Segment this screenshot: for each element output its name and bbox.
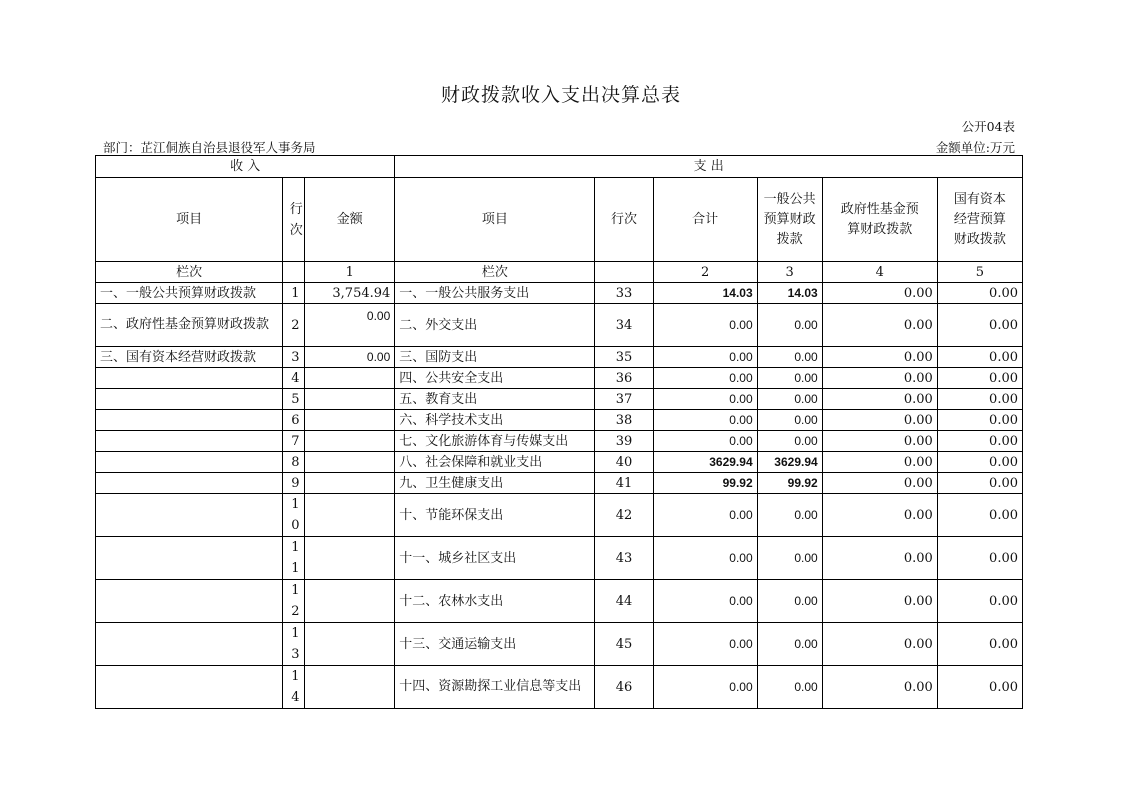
- index-empty-2: [595, 262, 653, 283]
- gov-fund-value: 0.00: [822, 410, 937, 431]
- gov-fund-value: 0.00: [822, 431, 937, 452]
- expense-line: 40: [595, 452, 653, 473]
- expense-item: 十二、农林水支出: [395, 580, 595, 623]
- income-item: [96, 452, 283, 473]
- income-line: 3: [283, 347, 305, 368]
- general-value: 0.00: [757, 580, 822, 623]
- gov-fund-value: 0.00: [822, 304, 937, 347]
- table-row: [96, 368, 1023, 389]
- general-value: 0.00: [757, 368, 822, 389]
- capital-value: 0.00: [937, 283, 1022, 304]
- general-value: 0.00: [757, 389, 822, 410]
- expense-item: 七、文化旅游体育与传媒支出: [395, 431, 595, 452]
- income-amount-header: 金额: [305, 178, 395, 262]
- general-value: 0.00: [757, 537, 822, 580]
- income-line: 7: [283, 431, 305, 452]
- expense-item: 四、公共安全支出: [395, 368, 595, 389]
- income-amount: [305, 452, 395, 473]
- expense-item: 六、科学技术支出: [395, 410, 595, 431]
- total-value: 0.00: [653, 431, 757, 452]
- expense-line: 34: [595, 304, 653, 347]
- gov-fund-value: 0.00: [822, 666, 937, 709]
- table-row: [96, 580, 1023, 623]
- table-row: [96, 494, 1023, 537]
- total-value: 0.00: [653, 537, 757, 580]
- general-value: 14.03: [757, 283, 822, 304]
- table-row: [96, 537, 1023, 580]
- expense-line: 44: [595, 580, 653, 623]
- income-amount: 3,754.94: [305, 283, 395, 304]
- total-value: 0.00: [653, 389, 757, 410]
- gov-fund-value: 0.00: [822, 368, 937, 389]
- total-value: 14.03: [653, 283, 757, 304]
- capital-value: 0.00: [937, 473, 1022, 494]
- gov-fund-value: 0.00: [822, 283, 937, 304]
- gov-fund-value: 0.00: [822, 389, 937, 410]
- general-value: 0.00: [757, 623, 822, 666]
- unit-label: 金额单位:万元: [935, 140, 1015, 155]
- income-line: 2: [283, 304, 305, 347]
- income-line: 4: [283, 368, 305, 389]
- table-row: [96, 473, 1023, 494]
- income-amount: [305, 494, 395, 537]
- index-label-2: 栏次: [395, 262, 595, 283]
- gov-fund-value: 0.00: [822, 623, 937, 666]
- gov-fund-value: 0.00: [822, 473, 937, 494]
- income-amount: [305, 666, 395, 709]
- capital-value: 0.00: [937, 666, 1022, 709]
- capital-value: 0.00: [937, 452, 1022, 473]
- total-value: 0.00: [653, 494, 757, 537]
- table-row: [96, 431, 1023, 452]
- general-value: 0.00: [757, 410, 822, 431]
- income-group-header: 收 入: [96, 156, 395, 178]
- income-amount: [305, 537, 395, 580]
- income-amount: 0.00: [305, 347, 395, 368]
- total-header: 合计: [653, 178, 757, 262]
- capital-value: 0.00: [937, 580, 1022, 623]
- gov-fund-header-text: 政府性基金预算财政拨款: [840, 201, 919, 237]
- income-item: [96, 389, 283, 410]
- index-c5: 5: [937, 262, 1022, 283]
- expense-item: 十四、资源勘探工业信息等支出: [395, 666, 595, 709]
- state-capital-header: [937, 178, 1022, 262]
- column-index-row: [96, 262, 1023, 283]
- table-row: [96, 347, 1023, 368]
- gov-fund-value: 0.00: [822, 347, 937, 368]
- income-line-text: 12: [291, 583, 300, 619]
- expense-line: 35: [595, 347, 653, 368]
- table-row: [96, 283, 1023, 304]
- income-item: [96, 410, 283, 431]
- expense-item: 三、国防支出: [395, 347, 595, 368]
- total-value: 0.00: [653, 368, 757, 389]
- total-value: 0.00: [653, 347, 757, 368]
- income-item: [96, 537, 283, 580]
- income-line: 1: [283, 283, 305, 304]
- expense-item: 十、节能环保支出: [395, 494, 595, 537]
- income-line-text: 10: [291, 497, 300, 533]
- income-item-header: 项目: [96, 178, 283, 262]
- income-line-header: [283, 178, 305, 262]
- income-line: [283, 623, 305, 666]
- form-number: 公开04表: [961, 119, 1015, 134]
- income-item: [96, 666, 283, 709]
- expense-line: 45: [595, 623, 653, 666]
- income-amount: [305, 410, 395, 431]
- gov-fund-header: [822, 178, 937, 262]
- capital-value: 0.00: [937, 431, 1022, 452]
- income-line: 6: [283, 410, 305, 431]
- fiscal-summary-table: [95, 155, 1023, 709]
- income-line-text: 13: [291, 626, 300, 662]
- general-budget-header-text: 一般公共预算财政拨款: [763, 191, 816, 247]
- expense-line: 42: [595, 494, 653, 537]
- income-line: [283, 494, 305, 537]
- income-line-header-text: 行次: [289, 201, 303, 238]
- capital-value: 0.00: [937, 347, 1022, 368]
- income-item: [96, 368, 283, 389]
- expense-item: 二、外交支出: [395, 304, 595, 347]
- income-item: 一、一般公共预算财政拨款: [96, 283, 283, 304]
- table-row: [96, 452, 1023, 473]
- capital-value: 0.00: [937, 389, 1022, 410]
- income-item: 三、国有资本经营财政拨款: [96, 347, 283, 368]
- expense-line: 46: [595, 666, 653, 709]
- expense-line: 36: [595, 368, 653, 389]
- index-label: 栏次: [96, 262, 283, 283]
- income-amount: [305, 623, 395, 666]
- income-line: 5: [283, 389, 305, 410]
- income-amount: [305, 431, 395, 452]
- general-value: 0.00: [757, 494, 822, 537]
- gov-fund-value: 0.00: [822, 537, 937, 580]
- expense-item-header: 项目: [395, 178, 595, 262]
- table-row: [96, 304, 1023, 347]
- income-amount: [305, 473, 395, 494]
- income-line: 9: [283, 473, 305, 494]
- state-capital-header-text: 国有资本经营预算财政拨款: [953, 191, 1006, 247]
- department-label: 部门：芷江侗族自治县退役军人事务局: [103, 140, 316, 155]
- capital-value: 0.00: [937, 368, 1022, 389]
- income-item: [96, 580, 283, 623]
- general-value: 0.00: [757, 347, 822, 368]
- column-header-row: [96, 178, 1023, 262]
- capital-value: 0.00: [937, 623, 1022, 666]
- general-value: 3629.94: [757, 452, 822, 473]
- total-value: 0.00: [653, 666, 757, 709]
- income-amount: 0.00: [305, 304, 395, 347]
- general-value: 0.00: [757, 666, 822, 709]
- expense-item: 十一、城乡社区支出: [395, 537, 595, 580]
- expense-item: 九、卫生健康支出: [395, 473, 595, 494]
- capital-value: 0.00: [937, 494, 1022, 537]
- income-item: [96, 473, 283, 494]
- total-value: 0.00: [653, 410, 757, 431]
- income-item: [96, 623, 283, 666]
- expense-line: 39: [595, 431, 653, 452]
- expense-line: 33: [595, 283, 653, 304]
- capital-value: 0.00: [937, 537, 1022, 580]
- gov-fund-value: 0.00: [822, 580, 937, 623]
- income-amount: [305, 580, 395, 623]
- income-line-text: 14: [291, 669, 300, 705]
- income-item: [96, 431, 283, 452]
- total-value: 99.92: [653, 473, 757, 494]
- income-line: [283, 537, 305, 580]
- income-line-text: 11: [291, 540, 300, 576]
- income-amount: [305, 389, 395, 410]
- index-empty: [283, 262, 305, 283]
- total-value: 0.00: [653, 623, 757, 666]
- capital-value: 0.00: [937, 304, 1022, 347]
- general-budget-header: [757, 178, 822, 262]
- total-value: 0.00: [653, 580, 757, 623]
- total-value: 3629.94: [653, 452, 757, 473]
- income-item: [96, 494, 283, 537]
- gov-fund-value: 0.00: [822, 494, 937, 537]
- group-header-row: [96, 156, 1023, 178]
- expense-line: 38: [595, 410, 653, 431]
- index-c4: 4: [822, 262, 937, 283]
- capital-value: 0.00: [937, 410, 1022, 431]
- general-value: 99.92: [757, 473, 822, 494]
- expense-line: 37: [595, 389, 653, 410]
- expense-line-header: 行次: [595, 178, 653, 262]
- page-title: 财政拨款收入支出决算总表: [440, 84, 681, 106]
- index-c3: 3: [757, 262, 822, 283]
- table-row: [96, 623, 1023, 666]
- general-value: 0.00: [757, 304, 822, 347]
- expense-item: 十三、交通运输支出: [395, 623, 595, 666]
- expense-group-header: 支 出: [395, 156, 1023, 178]
- index-c2: 2: [653, 262, 757, 283]
- income-line: [283, 666, 305, 709]
- expense-line: 41: [595, 473, 653, 494]
- table-row: [96, 389, 1023, 410]
- income-line: [283, 580, 305, 623]
- income-item: 二、政府性基金预算财政拨款: [96, 304, 283, 347]
- expense-item: 八、社会保障和就业支出: [395, 452, 595, 473]
- index-c1: 1: [305, 262, 395, 283]
- expense-item: 一、一般公共服务支出: [395, 283, 595, 304]
- income-amount: [305, 368, 395, 389]
- table-row: [96, 666, 1023, 709]
- table-row: [96, 410, 1023, 431]
- income-line: 8: [283, 452, 305, 473]
- expense-line: 43: [595, 537, 653, 580]
- total-value: 0.00: [653, 304, 757, 347]
- expense-item: 五、教育支出: [395, 389, 595, 410]
- gov-fund-value: 0.00: [822, 452, 937, 473]
- general-value: 0.00: [757, 431, 822, 452]
